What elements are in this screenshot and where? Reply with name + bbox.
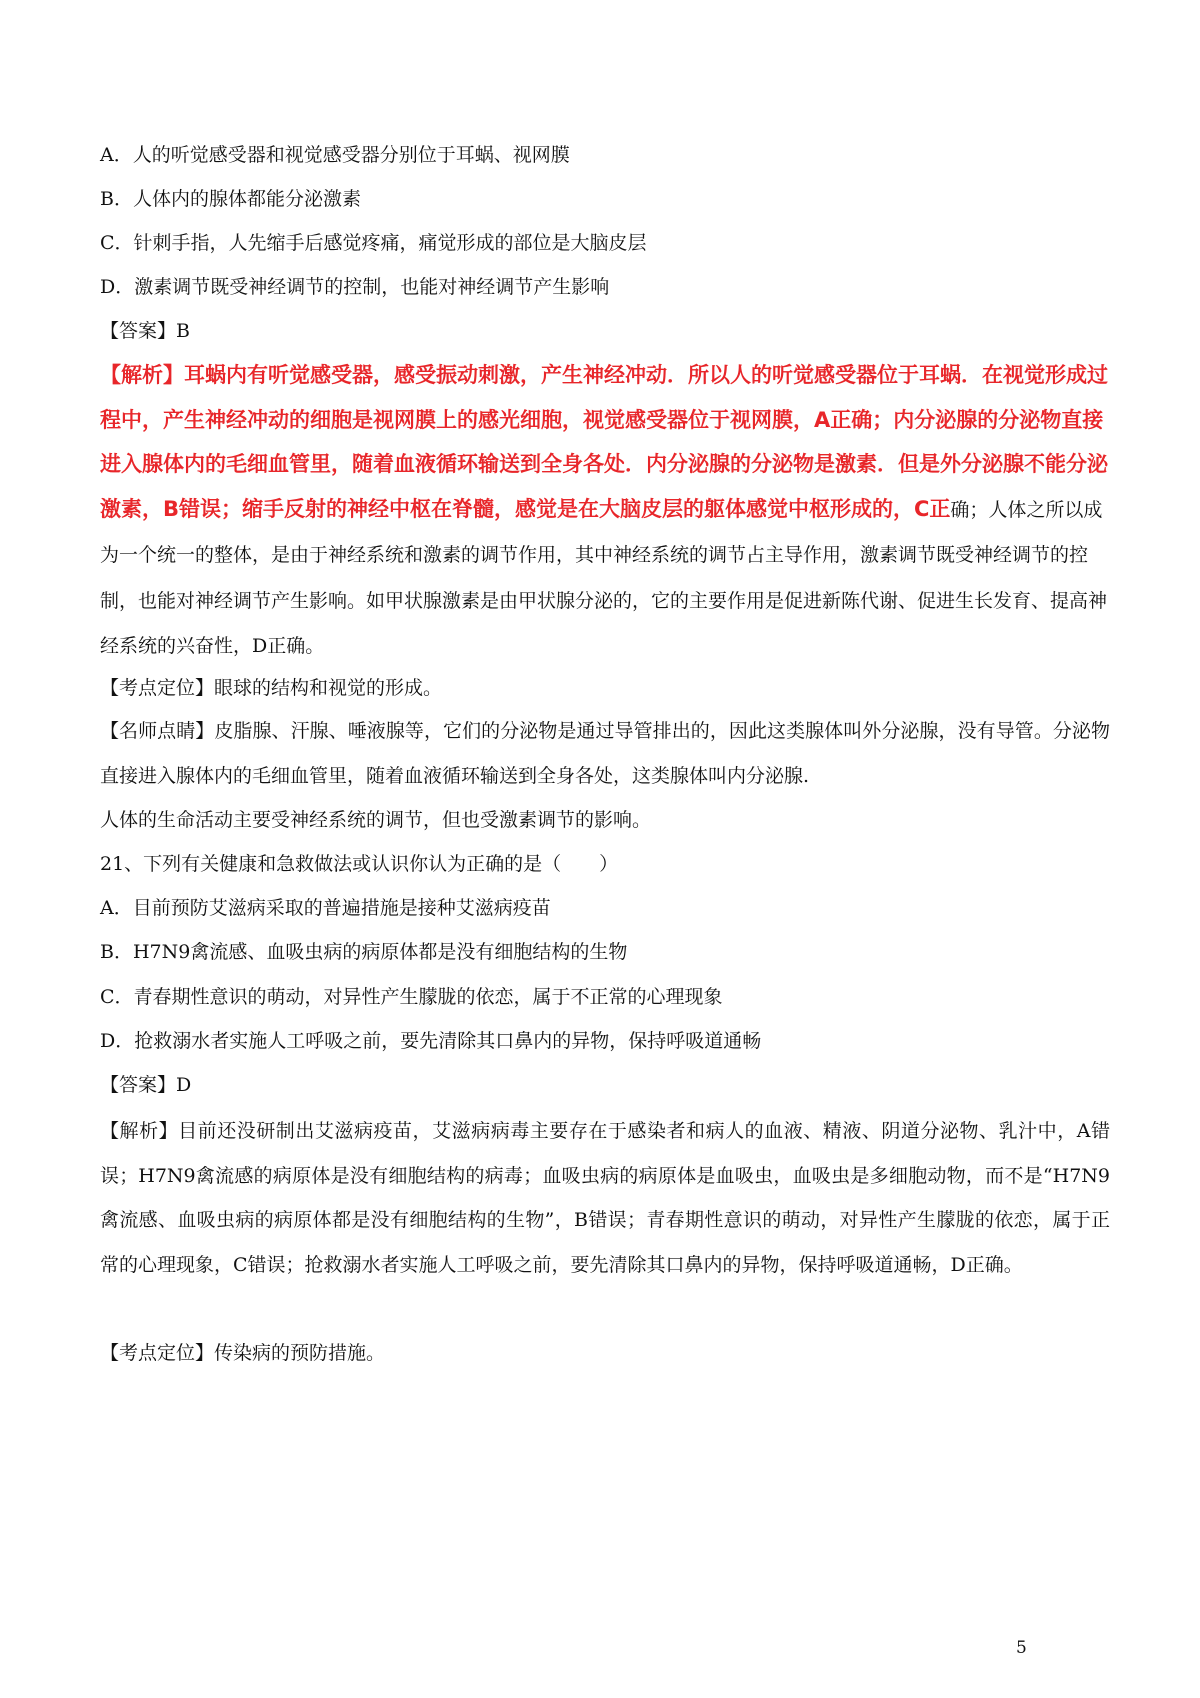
q21-question: 21、下列有关健康和急救做法或认识你认为正确的是（ ） [100,853,619,875]
q20-kaodian: 【考点定位】眼球的结构和视觉的形成。 [100,677,443,699]
q20-option-b: B．人体内的腺体都能分泌激素 [100,188,361,210]
q21-analysis: 【解析】目前还没研制出艾滋病疫苗，艾滋病病毒主要存在于感染者和病人的血液、精液、阴道分泌物、乳汁中，A错误；H7N9禽流感的病原体是没有细胞结构的病毒；血吸虫病的病原体是血吸虫，血吸虫是多细胞动物，而不是“H7N9禽流感、血吸虫病的病原体都是没有细胞结构的生物”，B错误；青春期性意识的萌动，对异性产生朦胧的依恋，属于正常的心理现象，C错误；抢救溺水者实施人工呼吸之前，要先清除其口鼻内的异物，保持呼吸道通畅，D正确。 [100,1120,1110,1276]
q20-analysis-continued: 确；人体之所以成为一个统一的整体，是由于神经系统和激素的调节作用，其中神经系统的调节占主导作用，激素调节既受神经调节的控制，也能对神经调节产生影响。如甲状腺激素是由甲状腺分泌的，它的主要作用是促进新陈代谢、促进生长发育、提高神经系统的兴奋性，D正确。 [100,498,1108,657]
q21-option-d: D．抢救溺水者实施人工呼吸之前，要先清除其口鼻内的异物，保持呼吸道通畅 [100,1030,762,1052]
q20-analysis [100,353,1110,669]
q20-option-a: A．人的听觉感受器和视觉感受器分别位于耳蜗、视网膜 [100,144,570,166]
q20-option-c: C．针刺手指，人先缩手后感觉疼痛，痛觉形成的部位是大脑皮层 [100,232,647,254]
q21-option-c: C．青春期性意识的萌动，对异性产生朦胧的依恋，属于不正常的心理现象 [100,986,723,1008]
q20-analysis-highlighted: 【解析】耳蜗内有听觉感受器，感受振动刺激，产生神经冲动．所以人的听觉感受器位于耳蜗．在视觉形成过程中，产生神经冲动的细胞是视网膜上的感光细胞，视觉感受器位于视网膜，A正确；内分泌腺的分泌物直接进入腺体内的毛细血管里，随着血液循环输送到全身各处．内分泌腺的分泌物是激素．但是外分泌腺不能分泌激素，B错误；缩手反射的神经中枢在脊髓，感觉是在大脑皮层的躯体感觉中枢形成的，C正 [100,363,1108,521]
q21-kaodian: 【考点定位】传染病的预防措施。 [100,1342,386,1364]
page-number: 5 [1016,1638,1027,1658]
q21-option-a: A．目前预防艾滋病采取的普遍措施是接种艾滋病疫苗 [100,897,551,919]
q21-answer: 【答案】D [100,1074,192,1096]
q20-mingshi: 【名师点睛】皮脂腺、汗腺、唾液腺等，它们的分泌物是通过导管排出的，因此这类腺体叫外分泌腺，没有导管。分泌物直接进入腺体内的毛细血管里，随着血液循环输送到全身各处，这类腺体叫内分泌腺. [100,720,1110,787]
q21-option-b: B．H7N9禽流感、血吸虫病的病原体都是没有细胞结构的生物 [100,941,628,963]
q20-option-d: D．激素调节既受神经调节的控制，也能对神经调节产生影响 [100,276,610,298]
q20-answer: 【答案】B [100,320,190,342]
q20-mingshi-2: 人体的生命活动主要受神经系统的调节，但也受激素调节的影响。 [100,809,652,831]
